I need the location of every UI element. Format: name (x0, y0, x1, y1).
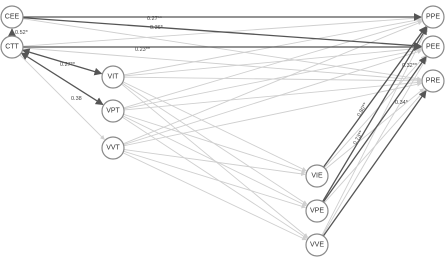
node-vit (102, 66, 124, 88)
node-label: VPT (106, 107, 120, 115)
node-label: VVE (309, 241, 325, 249)
path-vpe-ppe (323, 27, 427, 201)
node-pre (422, 70, 444, 92)
node-vpe (306, 200, 328, 222)
coefficient-vpe-pee: 0.32** (402, 63, 417, 69)
path-vvt-pee (123, 51, 421, 145)
node-label: VVT (106, 144, 120, 152)
path-vvt-vie (124, 149, 305, 174)
path-vvt-pre (124, 83, 421, 145)
coefficient-ctt-vpt: 0.38 (71, 96, 82, 102)
node-cee (1, 6, 23, 28)
coefficient-ctt-vit: 0.27** (60, 62, 75, 68)
node-vvt (102, 137, 124, 159)
node-vpt (102, 100, 124, 122)
coefficient-vie-ppe: 0.80** (356, 101, 369, 118)
node-label: PRE (425, 77, 441, 85)
path-vpt-vve (122, 117, 307, 238)
coefficient-cee-ppe: 0.27** (147, 16, 162, 22)
coefficient-vve-pre: 0.34* (395, 100, 408, 106)
coefficient-ctt-cee: 0.52* (15, 30, 28, 36)
path-vpt-pre (124, 82, 421, 110)
node-ppe (422, 6, 444, 28)
path-ctt-pre (23, 48, 421, 80)
node-label: VIT (107, 73, 119, 81)
node-label: CTT (5, 43, 19, 51)
path-vpe-pee (323, 57, 426, 202)
coefficient-ctt-pee: 0.23** (135, 47, 150, 53)
node-ctt (1, 36, 23, 58)
node-pee (422, 36, 444, 58)
node-label: PPE (425, 13, 441, 21)
coefficient-cee-pee: 0.36* (150, 25, 163, 31)
coefficient-vpe-ppe: 0.73** (352, 129, 365, 146)
path-vvt-vve (123, 153, 306, 240)
node-label: CEE (4, 13, 20, 21)
significant-paths (12, 17, 427, 236)
node-vie (306, 165, 328, 187)
path-vpt-vie (123, 114, 305, 172)
node-label: VPE (309, 207, 325, 215)
path-vpt-vpe (123, 116, 306, 206)
path-vie-pee (324, 56, 425, 168)
path-cee-pre (23, 19, 421, 80)
path-vit-pee (124, 48, 421, 76)
path-vpt-pee (124, 49, 421, 108)
path-vvt-vpe (124, 151, 306, 207)
node-vve (306, 234, 328, 256)
node-label: VIE (311, 172, 323, 180)
path-vve-pre (323, 91, 426, 236)
node-label: PEE (425, 43, 441, 51)
